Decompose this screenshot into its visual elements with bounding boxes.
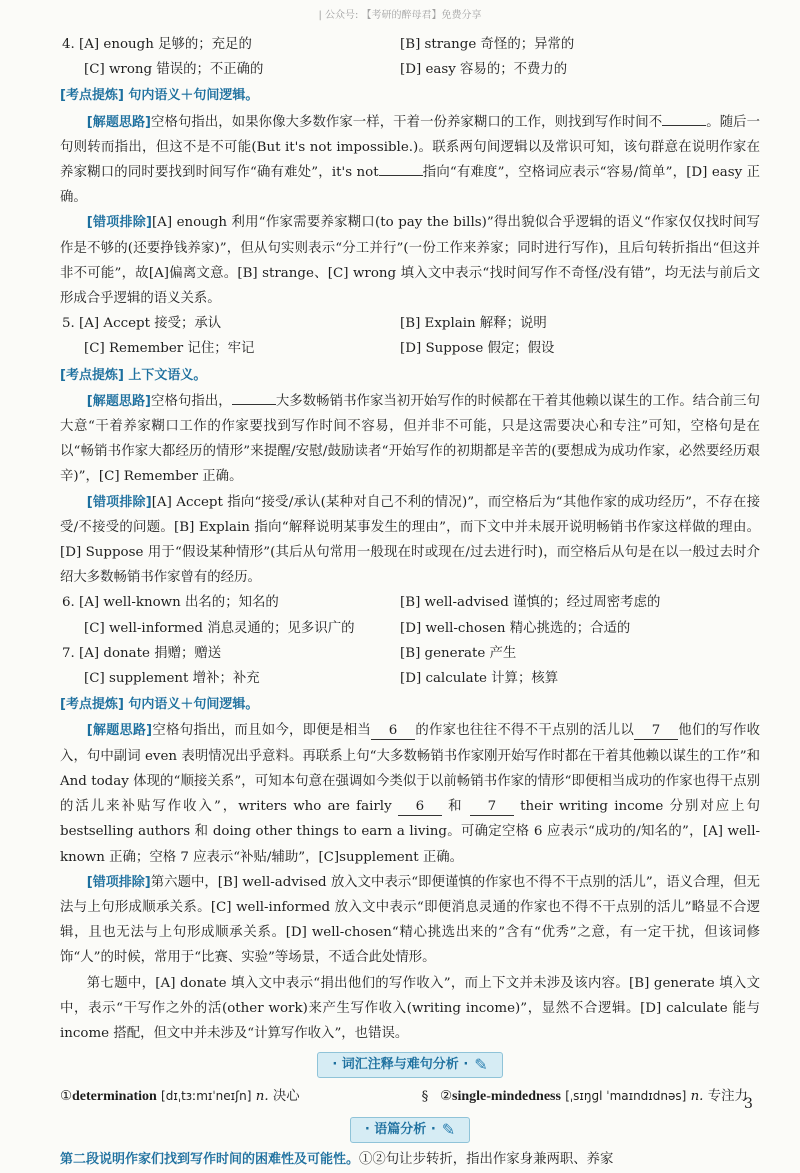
q4-elimination-tag: [错项排除] — [86, 215, 152, 231]
q5-options-row1 — [60, 311, 760, 336]
blank — [662, 125, 706, 126]
q4-option-b: [B] strange 奇怪的；异常的 — [400, 37, 575, 52]
page-content — [60, 32, 760, 1173]
q6-option-a: 6. [A] well-known 出名的；知名的 — [62, 595, 279, 611]
vocab-banner: · 词汇注释与难句分析 · ✎ — [60, 1052, 760, 1078]
q5-option-a: 5. [A] Accept 接受；承认 — [62, 316, 222, 332]
q5-key-point: [考点提炼] 上下文语义。 — [60, 367, 207, 383]
q6-option-d: [D] well-chosen 精心挑选的；合适的 — [400, 620, 631, 636]
blank-7: 7 — [634, 723, 678, 740]
q7-option-b: [B] generate 产生 — [400, 645, 517, 661]
q7-options-row1 — [60, 641, 760, 666]
q67-reasoning-tag: [解题思路] — [86, 723, 153, 739]
q5-elimination: [错项排除][A] Accept 指向“接受/承认(某种对自己不利的情况)”，而空格后为“其他作家的成功经历”，不存在接受/不接受的问题。[B] Explain 指向“解释说明某事发生的理由”，而下文中并未展开说明畅销书作家这样做的理由。[D] Suppose 用于“假设某种情形”(其后从句常用一般现在时或现在/过去进行时)，而空格后从句是在以一般过去时介绍大多数畅销书作家曾有的经历。 — [60, 494, 760, 586]
q5-reasoning-tag: [解题思路] — [86, 393, 151, 409]
pen-icon: ✎ — [441, 1120, 456, 1140]
q5-options-row2 — [60, 336, 760, 361]
q5-option-c: [C] Remember 记住；牢记 — [84, 341, 255, 357]
q4-options-row2 — [60, 57, 760, 82]
blank-6: 6 — [371, 723, 415, 740]
q67-elimination-q7: 第七题中，[A] donate 填入文中表示“捐出他们的写作收入”，而上下文并未涉及该内容。[B] generate 填入文中，表示“干写作之外的活(other work)来产生写作收入(writing income)”，显然不合逻辑。[D] calculate 能与 income 搭配，但文中并未涉及“计算写作收入”，也错误。 — [60, 975, 760, 1041]
vocab-item: ①determination [dɪˌtɜːmɪˈneɪʃn] n. 决心 — [60, 1089, 300, 1105]
page-number: 3 — [744, 1096, 753, 1112]
q5-option-b: [B] Explain 解释；说明 — [400, 316, 547, 332]
q5-reasoning: [解题思路]空格句指出， 大多数畅销书作家当初开始写作的时候都在干着其他赖以谋生的工作。结合前三句大意“干着养家糊口工作的作家要找到写作时间不容易，但并非不可能，只是这需要决心和专注”可知，空格句是在以“畅销书作家大都经历的情形”来提醒/安慰/鼓励读者“开始写作的初期都是辛苦的(要想成为成功作家，必然要经历艰辛)”，[C] Remember 正确。 — [60, 393, 761, 485]
q67-elimination-tag: [错项排除] — [86, 874, 151, 890]
q5-option-d: [D] Suppose 假定；假设 — [400, 341, 555, 357]
pen-icon: ✎ — [474, 1055, 488, 1075]
q6-options-row2 — [60, 616, 760, 641]
q7-options-row2 — [60, 666, 760, 691]
q4-reasoning-tag: [解题思路] — [86, 114, 151, 130]
q4-option-c: [C] wrong 错误的；不正确的 — [84, 62, 264, 78]
q67-reasoning: [解题思路]空格句指出，而且如今，即便是相当 6 的作家也往往不得不干点别的活儿以 7 他们的写作收入，句中副词 even 表明情况出乎意料。再联系上句“大多数畅销书作家刚开始写作时都在干着其他赖以谋生的工作”和 And today 体现的“顺接关系”，可知本句意在强调如今类似于以前畅销书作家的情形“即便相当成功的作家也得干点别的活儿来补贴写作收入”，writers who are fairly 6 和 7 their writing income 分别对应上句 bestselling authors 和 doing other things to earn a living。可确定空格 6 应表示“成功的/知名的”，[A] well-known 正确；空格 7 应表示“补贴/辅助”，[C]supplement 正确。 — [60, 723, 761, 865]
blank — [379, 175, 423, 176]
watermark: | 公众号: 【考研的醉母君】免费分享 — [318, 10, 482, 21]
q67-elimination: [错项排除]第六题中，[B] well-advised 放入文中表示“即便谨慎的作家也不得不干点别的活儿”，语义合理，但无法与上句形成顺承关系。[C] well-informed 放入文中表示“即便消息灵通的作家也不得不干点别的活儿”略显不合逻辑，且也无法与上句形成顺承关系。[D] well-chosen“精心挑选出来的”含有“优秀”之意，有一定干扰，但该词修饰“人”的时候，常用于“比赛、实验”等场景，不适合此处情形。 — [60, 874, 760, 966]
blank — [232, 404, 276, 405]
q4-option-a: 4. [A] enough 足够的；充足的 — [62, 37, 252, 52]
q7-option-a: 7. [A] donate 捐赠；赠送 — [62, 645, 222, 661]
q4-options-row1 — [60, 32, 760, 57]
q7-option-c: [C] supplement 增补；补充 — [84, 671, 260, 687]
discourse-analysis: 第二段说明作家们找到写作时间的困难性及可能性。①②句让步转折，指出作家身兼两职、养家 — [60, 1152, 614, 1168]
q6-option-c: [C] well-informed 消息灵通的；见多识广的 — [84, 620, 355, 636]
q4-elimination: [错项排除][A] enough 利用“作家需要养家糊口(to pay the bills)”得出貌似合乎逻辑的语义“作家仅仅找时间写作是不够的(还要挣钱养家)”，但从句实则表示“分工并行”(一份工作来养家；同时进行写作)，且后句转折指出“但这并非不可能”，故[A]偏离文意。[B] strange、[C] wrong 填入文中表示“找时间写作不奇怪/没有错”，均无法与前后文形成合乎逻辑的语义关系。 — [60, 215, 760, 307]
vocab-divider: § — [421, 1089, 429, 1105]
q7-option-d: [D] calculate 计算；核算 — [400, 671, 559, 687]
q5-elimination-tag: [错项排除] — [86, 494, 152, 510]
q67-key-point: [考点提炼] 句内语义＋句间逻辑。 — [60, 697, 259, 713]
q4-key-point: [考点提炼] 句内语义＋句间逻辑。 — [60, 88, 259, 104]
vocab-list — [60, 1082, 760, 1111]
blank-6: 6 — [398, 799, 442, 816]
q4-option-d: [D] easy 容易的；不费力的 — [400, 62, 568, 78]
q6-option-b: [B] well-advised 谨慎的；经过周密考虑的 — [400, 595, 661, 611]
analysis-banner: · 语篇分析 · ✎ — [60, 1117, 760, 1143]
q4-reasoning: [解题思路]空格句指出，如果你像大多数作家一样，干着一份养家糊口的工作，则找到写作时间不 。随后一句则转而指出，但这不是不可能(But it's not impossible.)。联系两句间逻辑以及常识可知，该句群意在说明作家在养家糊口的同时要找到时间写作“确有难处”，it's not 指向“有难度”，空格词应表示“容易/简单”，[D] easy 正确。 — [60, 114, 760, 206]
vocab-item: ②single-mindedness [ˌsɪŋɡl ˈmaɪndɪdnəs] n. 专注力 — [440, 1089, 748, 1105]
blank-7: 7 — [470, 799, 514, 816]
q6-options-row1 — [60, 590, 760, 615]
